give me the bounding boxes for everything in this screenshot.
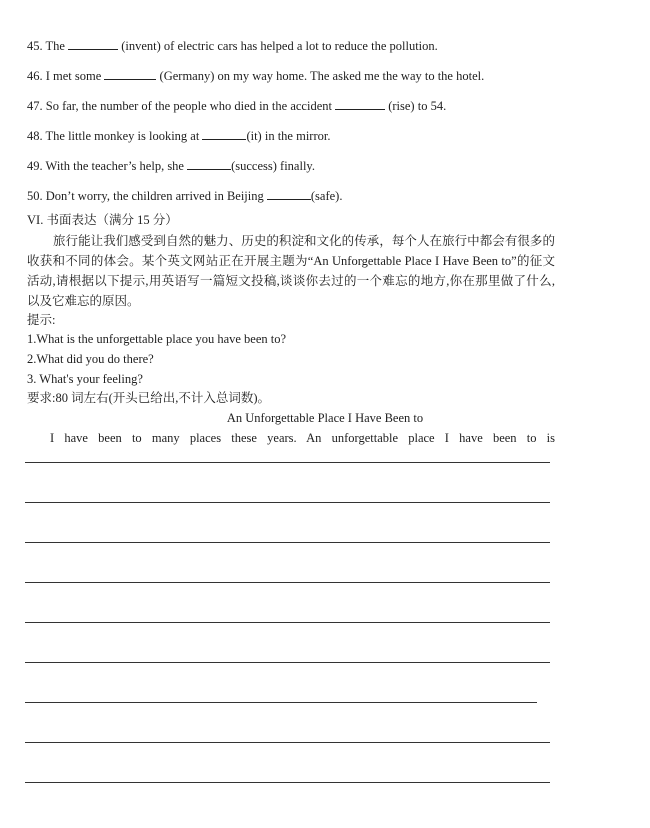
question-50-text-before: 50. Don’t worry, the children arrived in Beijing: [27, 189, 267, 203]
question-45-text-after: (invent) of electric cars has helped a lot to reduce the pollution.: [118, 39, 438, 53]
word-requirement: 要求:80 词左右(开头已给出,不计入总词数)。: [27, 391, 271, 405]
question-45-text-before: 45. The: [27, 39, 69, 53]
writing-line[interactable]: [25, 702, 537, 703]
question-47-blank[interactable]: [335, 98, 385, 110]
writing-line[interactable]: [25, 782, 550, 783]
question-46-blank[interactable]: [104, 68, 156, 80]
essay-title: An Unforgettable Place I Have Been to: [226, 411, 424, 425]
hint-2: 2.What did you do there?: [27, 352, 154, 366]
question-50-blank[interactable]: [267, 188, 311, 200]
hint-1: 1.What is the unforgettable place you have been to?: [27, 332, 287, 346]
question-49: [27, 158, 315, 174]
question-47-text-before: 47. So far, the number of the people who died in the accident: [27, 99, 336, 113]
question-48-text-before: 48. The little monkey is looking at: [27, 129, 203, 143]
section-title: VI. 书面表达（满分 15 分）: [27, 213, 178, 227]
question-50: [27, 188, 342, 204]
essay-opening: I have been to many places these years. An unforgettable place I have been to is: [50, 431, 555, 445]
question-48: [27, 128, 330, 144]
question-49-blank[interactable]: [187, 158, 231, 170]
question-50-text-after: (safe).: [310, 189, 343, 203]
question-48-text-after: (it) in the mirror.: [246, 129, 331, 143]
writing-line[interactable]: [25, 662, 550, 663]
writing-line[interactable]: [25, 542, 550, 543]
writing-prompt: 旅行能让我们感受到自然的魅力、历史的积淀和文化的传承，每个人在旅行中都会有很多的收获和不同的体会。某个英文网站正在开展主题为“An Unforgettable Place I Have Been to”的征文活动,请根据以下提示,用英语写一篇短文投稿,谈谈你去过的一个难忘的地方,你在那里做了什么,以及它难忘的原因。: [27, 234, 555, 308]
writing-line[interactable]: [25, 582, 550, 583]
hint-3: 3. What's your feeling?: [27, 372, 143, 386]
writing-line[interactable]: [25, 742, 550, 743]
question-46-text-after: (Germany) on my way home. The asked me the way to the hotel.: [156, 69, 485, 83]
writing-line[interactable]: [25, 462, 550, 463]
question-47-text-after: (rise) to 54.: [385, 99, 447, 113]
question-48-blank[interactable]: [202, 128, 246, 140]
writing-line[interactable]: [25, 622, 550, 623]
question-49-text-after: (success) finally.: [231, 159, 315, 173]
question-46: [27, 68, 484, 84]
hints-label: 提示:: [27, 313, 56, 327]
question-49-text-before: 49. With the teacher’s help, she: [27, 159, 188, 173]
question-47: [27, 98, 446, 114]
question-45: [27, 38, 438, 54]
writing-line[interactable]: [25, 502, 550, 503]
question-45-blank[interactable]: [68, 38, 118, 50]
question-46-text-before: 46. I met some: [27, 69, 105, 83]
